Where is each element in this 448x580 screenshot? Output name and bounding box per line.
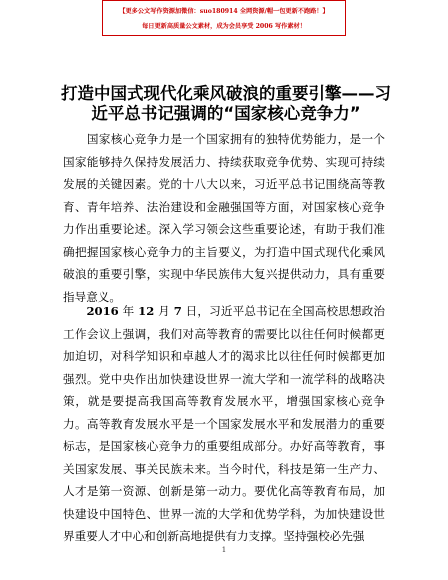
promo-banner-line1: 【更多公文写作资源加微信：suo180914 全网资源/帽一包更新不跑路！】 bbox=[119, 8, 329, 15]
document-title: 打造中国式现代化乘风破浪的重要引擎——习近平总书记强调的“国家核心竞争力” bbox=[61, 84, 391, 123]
page-number: 1 bbox=[221, 546, 227, 554]
promo-banner-line2: 每日更新高质量公文素材，成为会员享受 2006 写作素材！ bbox=[142, 23, 306, 30]
paragraph-2 bbox=[63, 300, 385, 548]
date-day: 7 bbox=[173, 304, 182, 318]
month-unit: 月 bbox=[154, 304, 174, 318]
paragraph-1-text: 国家核心竞争力是一个国家拥有的独特优势能力，是一个国家能够持久保持发展活力、持续获取竞争优势、实现可持续发展的关键因素。党的十八大以来，习近平总书记围绕高等教育、青年培养、法治建设和金融强国等方面，对国家核心竞争力作出重要论述。深入学习领会这些重要论述，有助于我们准确把握国家核心竞争力的主旨要义，为打造中国式现代化乘风破浪的重要引擎，实现中华民族伟大复兴提供动力，具有重要指导意义。 bbox=[63, 132, 385, 304]
date-month: 12 bbox=[138, 304, 155, 318]
year-unit: 年 bbox=[118, 304, 139, 318]
paragraph-1 bbox=[63, 128, 385, 308]
day-unit: 日 bbox=[181, 304, 198, 318]
paragraph-2-text: ，习近平总书记在全国高校思想政治工作会议上强调，我们对高等教育的需要比以往任何时候都更加迫切，对科学知识和卓越人才的渴求比以往任何时候都更加强烈。党中央作出加快建设世界一流大学和一流学科的战略决策，就是要提高我国高等教育发展水平，增强国家核心竞争力。高等教育发展水平是一个国家发展水平和发展潜力的重要标志，是国家核心竞争力的重要组成部分。办好高等教育，事关国家发展、事关民族未来。当今时代，科技是第一生产力、人才是第一资源、创新是第一动力。要优化高等教育布局，加快建设中国特色、世界一流的大学和优势学科，为加快建设世界重要人才中心和创新高地提供有力支撑。坚持强校必先强 bbox=[63, 304, 386, 543]
date-year: 2016 bbox=[86, 304, 119, 318]
promo-banner bbox=[102, 0, 346, 36]
